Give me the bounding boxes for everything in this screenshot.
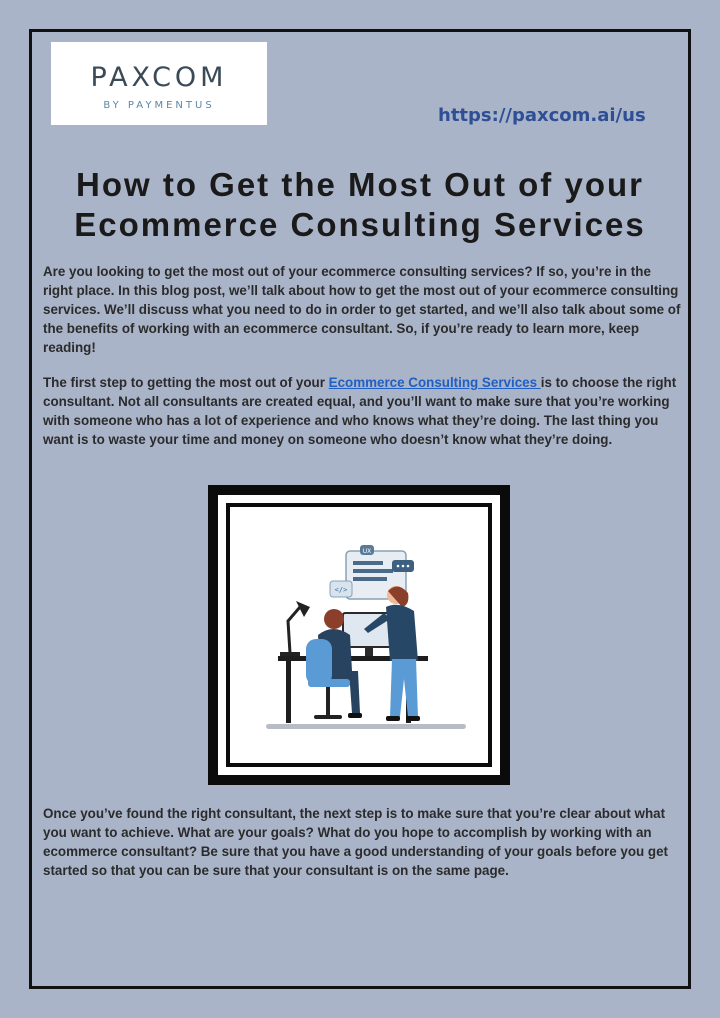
paxcom-logo[interactable] <box>51 42 267 125</box>
consultant-paragraph <box>43 373 683 449</box>
intro-paragraph: Are you looking to get the most out of your ecommerce consulting services? If so, you’re in the right place. In this blog post, we’ll talk about how to get the most out of your ecommerce consulting services. We’ll discuss what you need to do in order to get started, and we’ll also talk about some of the benefits of working with an ecommerce consultant. So, if you’re ready to learn more, keep reading! <box>43 264 681 355</box>
floor-shadow <box>266 724 466 729</box>
code-line <box>353 577 387 581</box>
goals-paragraph: Once you’ve found the right consultant, the next step is to make sure that you’re clear about what you want to achieve. What are your goals? What do you hope to accomplish by working with an ecommerce consultant? Be sure that you have a good understanding of your goals before you get started so that you can be sure that your consultant is on the same page. <box>43 806 668 878</box>
desk-leg <box>286 661 291 723</box>
chair-back <box>306 639 332 685</box>
chair-seat <box>308 679 350 687</box>
chat-dot <box>397 565 400 568</box>
chat-dot <box>402 565 405 568</box>
lamp-arm <box>288 607 300 653</box>
code-badge-text: </> <box>334 586 348 594</box>
shoe <box>386 716 400 721</box>
seated-person-legs <box>328 671 360 713</box>
monitor-stand <box>365 647 373 657</box>
paragraph-text-after-link: is to choose the right consultant. Not all consultants are created equal, and you’ll want to make sure that you’re working with someone who has a lot of experience and who knows what they’re doing. The last thing you want is to waste your time and money on someone who doesn’t know what they’re doing. <box>43 375 677 447</box>
code-line <box>353 561 383 565</box>
standing-person-legs <box>390 659 418 717</box>
standing-person-body <box>386 605 418 661</box>
ecommerce-consulting-link[interactable]: Ecommerce Consulting Services <box>328 375 541 390</box>
seated-person-head <box>324 609 344 629</box>
ux-tag-text: UX <box>362 548 372 555</box>
site-url-link[interactable]: https://paxcom.ai/us <box>438 105 646 126</box>
logo-tagline: BY PAYMENTUS <box>103 100 215 111</box>
chat-dot <box>407 565 410 568</box>
shoe <box>348 713 362 718</box>
chair-base <box>314 715 342 719</box>
illustration-panel <box>218 495 500 775</box>
page-title: How to Get the Most Out of your Ecommerce Consulting Services <box>74 166 646 243</box>
logo-wordmark: PAXCOM <box>90 62 228 93</box>
shoe <box>406 716 420 721</box>
code-line <box>353 569 393 573</box>
consultants-at-desk-illustration <box>218 495 500 775</box>
chair-stem <box>326 687 330 715</box>
paragraph-text-before-link: The first step to getting the most out of your <box>43 375 329 390</box>
lamp-base <box>280 652 300 656</box>
consultant-illustration <box>208 485 510 785</box>
